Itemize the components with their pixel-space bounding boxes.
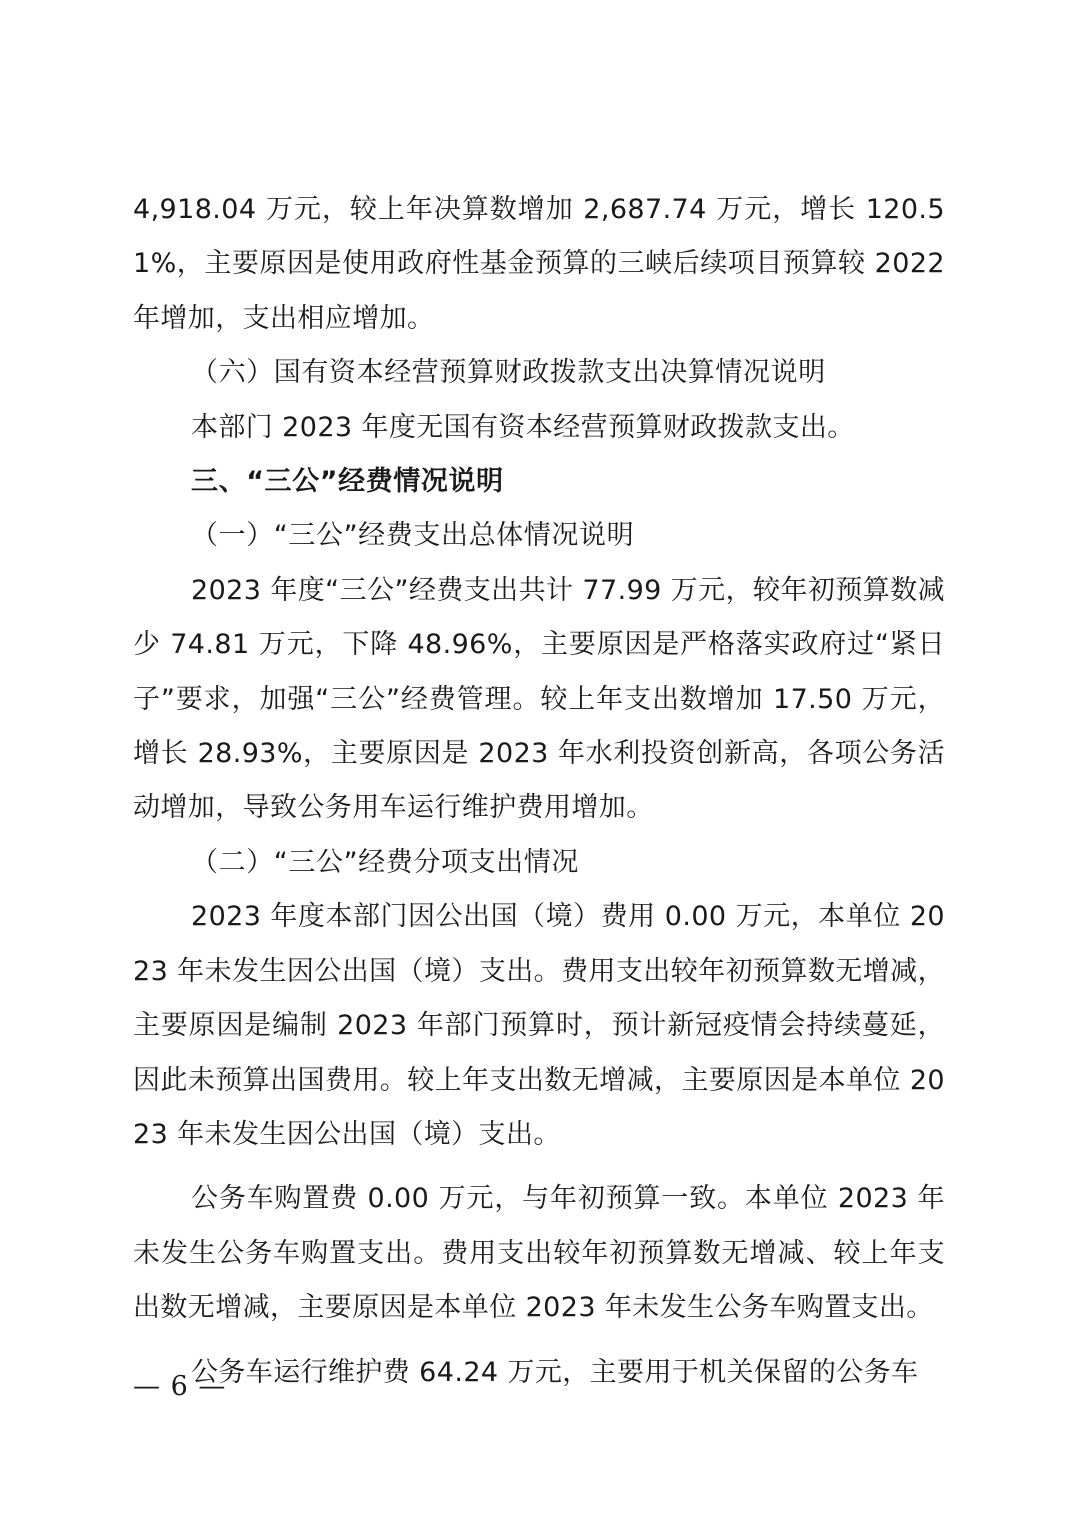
heading-three-public-expenses: 三、“三公”经费情况说明 <box>191 466 504 498</box>
document-body <box>133 183 945 1400</box>
paragraph-vehicle-purchase: 公务车购置费 0.00 万元，与年初预算一致。本单位 2023 年未发生公务车购置支出。费用支出较年初预算数无增减、较上年支出数无增减，主要原因是本单位 2023 年未发生公务车购置支出。 <box>133 1183 945 1324</box>
heading-state-capital-budget: （六）国有资本经营预算财政拨款支出决算情况说明 <box>191 357 826 389</box>
paragraph-vehicle-maintenance: 公务车运行维护费 64.24 万元，主要用于机关保留的公务车 <box>191 1356 919 1388</box>
paragraph-overall-expenses: 2023 年度“三公”经费支出共计 77.99 万元，较年初预算数减少 74.81 万元，下降 48.96%，主要原因是严格落实政府过“紧日子”要求，加强“三公”经费管理。较上年支出数增加 17.50 万元，增长 28.93%，主要原因是 2023 年水利投资创新高，各项公务活动增加，导致公务用车运行维护费用增加。 <box>133 574 945 824</box>
paragraph-gap <box>133 1336 945 1346</box>
heading-itemized-expenses: （二）“三公”经费分项支出情况 <box>191 846 579 878</box>
paragraph-overseas-travel: 2023 年度本部门因公出国（境）费用 0.00 万元，本单位 2023 年未发生因公出国（境）支出。费用支出较年初预算数无增减，主要原因是编制 2023 年部门预算时，预计新冠疫情会持续蔓延，因此未预算出国费用。较上年支出数无增减，主要原因是本单位 2023 年未发生因公出国（境）支出。 <box>133 901 945 1150</box>
paragraph-state-capital-budget: 本部门 2023 年度无国有资本经营预算财政拨款支出。 <box>191 411 855 443</box>
page-number: — 6 — <box>133 1371 227 1402</box>
paragraph-gap <box>133 1162 945 1172</box>
paragraph-fund-budget-continued: 4,918.04 万元，较上年决算数增加 2,687.74 万元，增长 120.51%，主要原因是使用政府性基金预算的三峡后续项目预算较 2022 年增加，支出相应增加。 <box>133 194 945 334</box>
heading-overall-expenses: （一）“三公”经费支出总体情况说明 <box>191 520 635 552</box>
